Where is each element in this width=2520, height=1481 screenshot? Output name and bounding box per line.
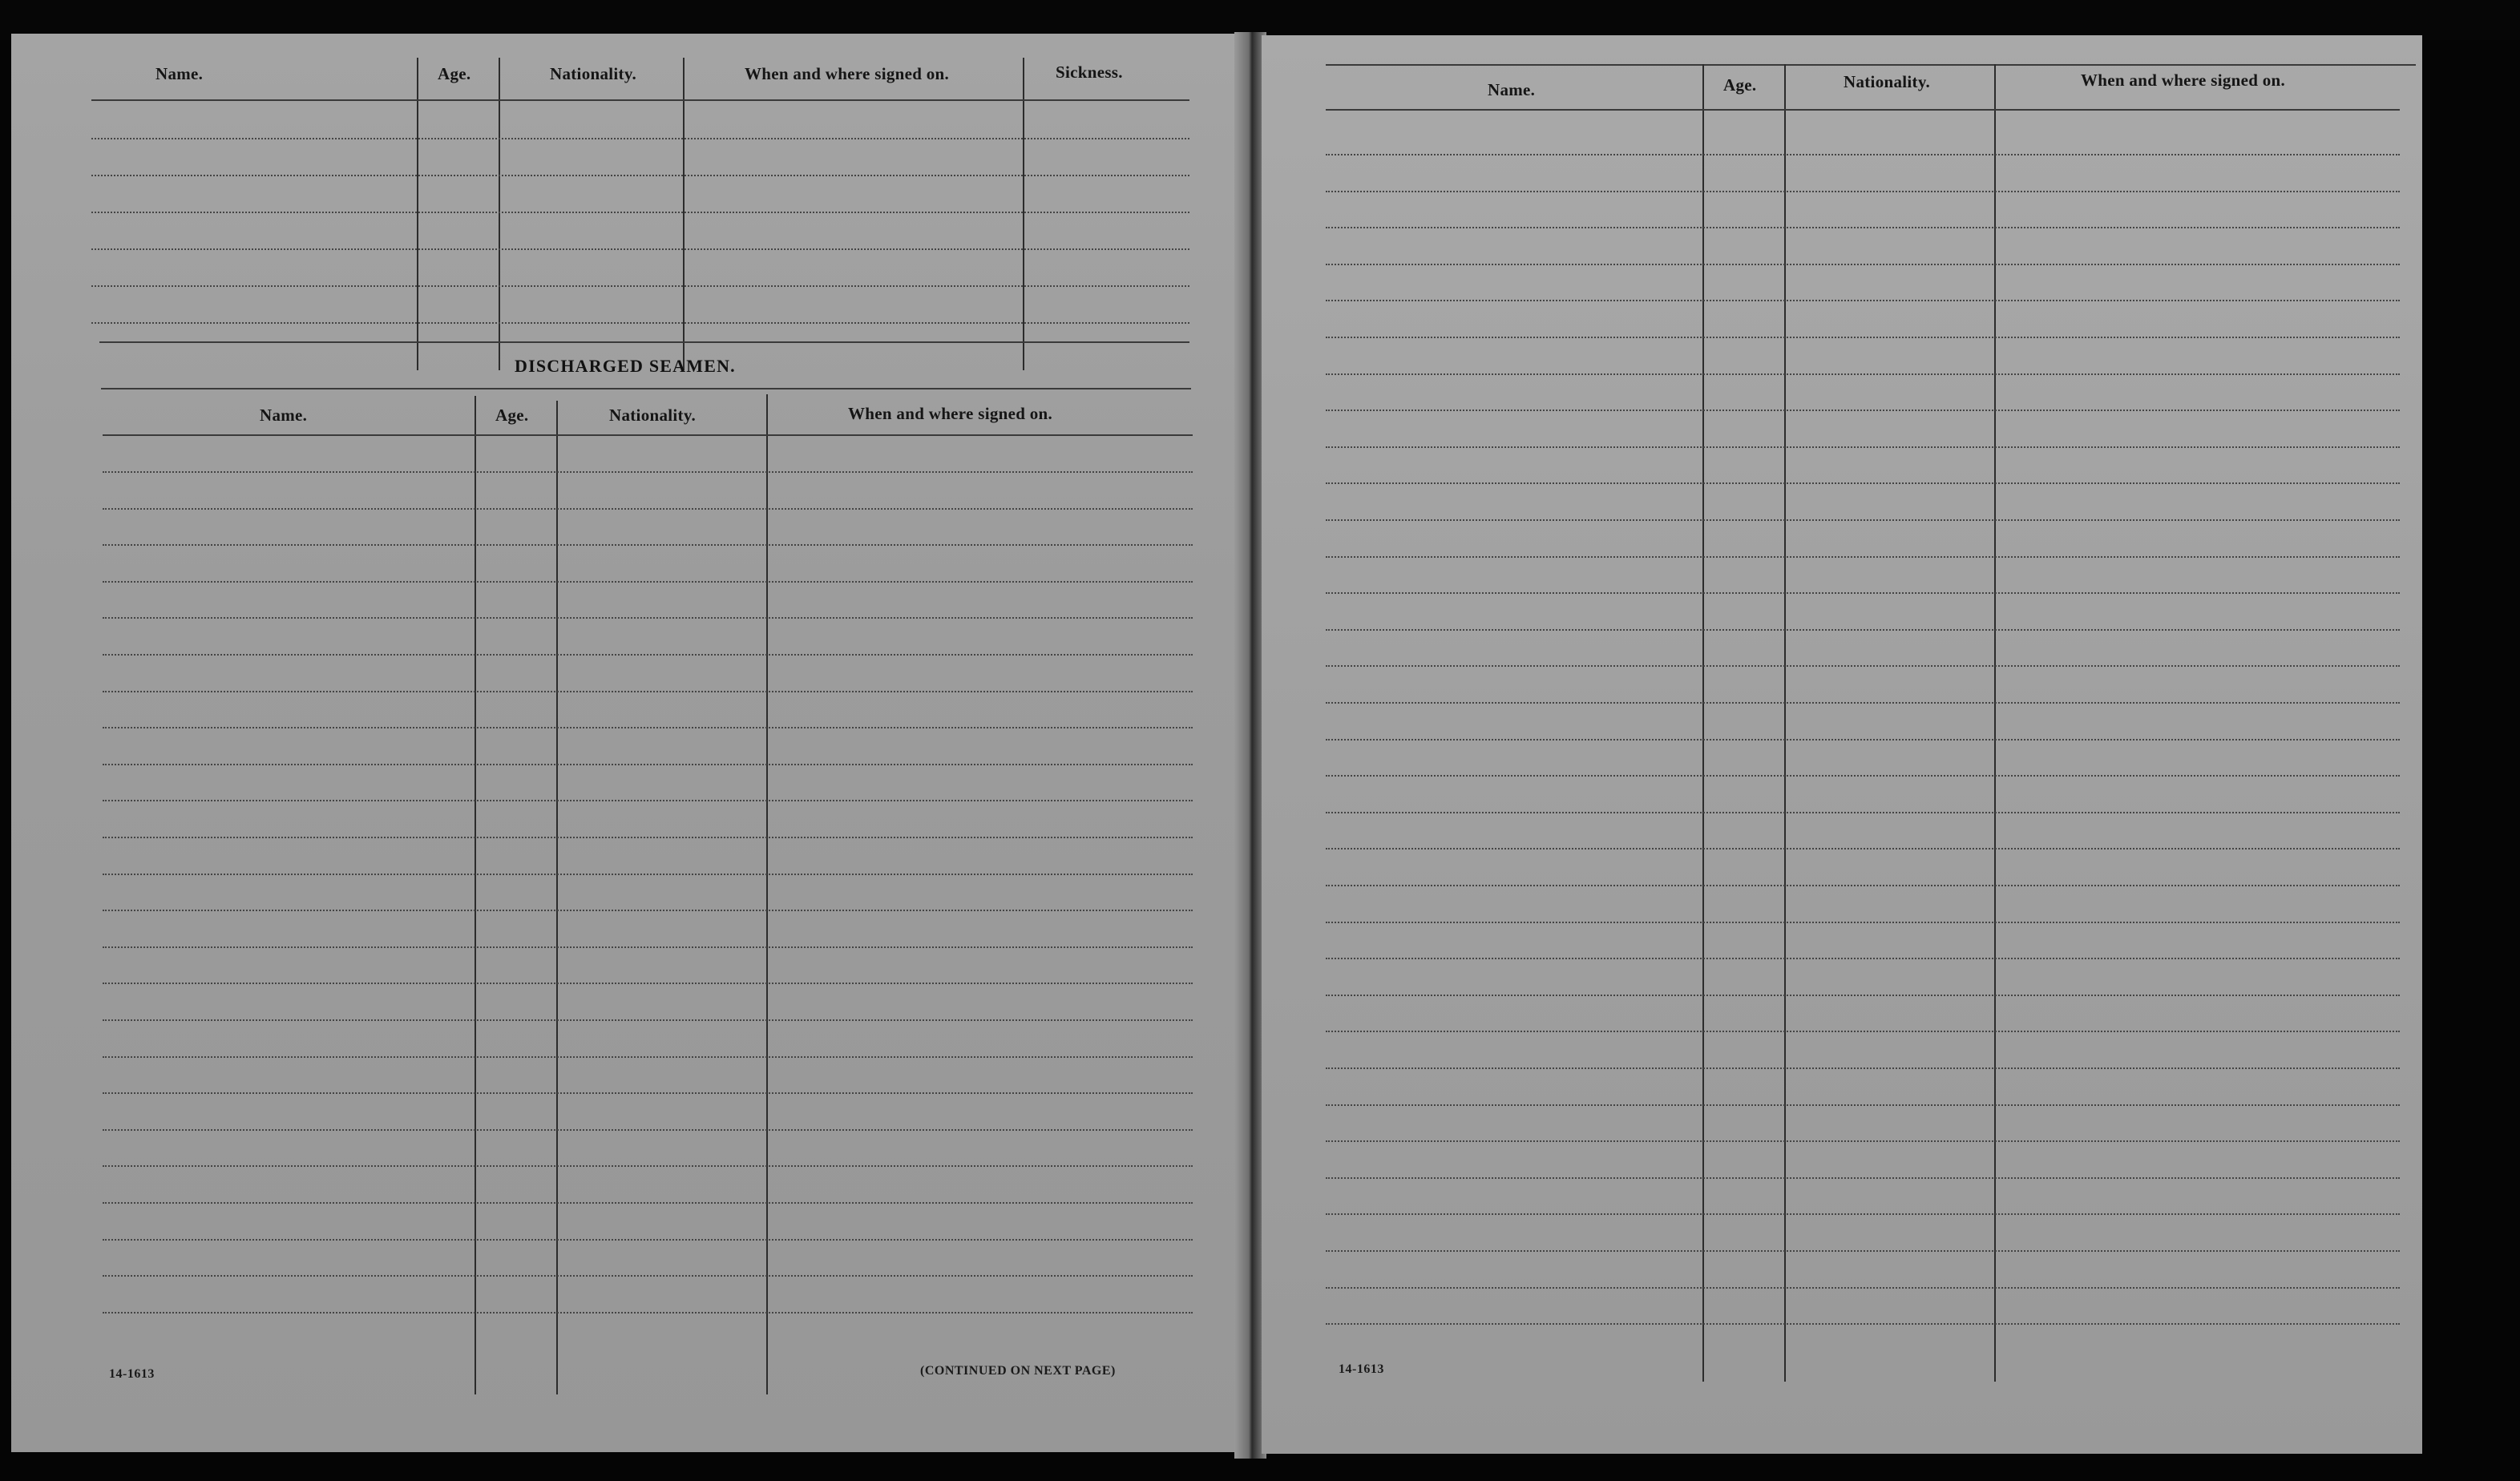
- discharged-table-row-rule: [103, 1239, 1193, 1241]
- discharged-table-row-rule: [103, 1129, 1193, 1131]
- right-table-row-rule: [1326, 739, 2400, 740]
- right-table-row-rule: [1326, 1323, 2400, 1325]
- section-title-discharged-seamen: DISCHARGED SEAMEN.: [515, 356, 736, 376]
- right-table-row-rule: [1326, 665, 2400, 667]
- top-table-header-sickness: Sickness.: [1056, 63, 1123, 82]
- discharged-table-row-rule: [103, 1019, 1193, 1021]
- discharged-table-header-rule: [103, 434, 1193, 436]
- right-table-row-rule: [1326, 702, 2400, 704]
- discharged-table-row-rule: [103, 764, 1193, 765]
- right-table-row-rule: [1326, 519, 2400, 521]
- discharged-table-row-rule: [103, 1165, 1193, 1167]
- right-table-row-rule: [1326, 812, 2400, 813]
- discharged-header-age: Age.: [495, 406, 529, 425]
- right-table-row-rule: [1326, 1287, 2400, 1289]
- discharged-table-row-rule: [103, 544, 1193, 546]
- top-table-row-rule: [91, 322, 1189, 324]
- right-table-row-rule: [1326, 337, 2400, 338]
- form-number-right: 14-1613: [1339, 1362, 1384, 1376]
- discharged-table-row-rule: [103, 617, 1193, 619]
- discharged-table-row-rule: [103, 691, 1193, 692]
- right-table-row-rule: [1326, 300, 2400, 301]
- top-table-row-rule: [91, 175, 1189, 176]
- top-table-row-rule: [91, 285, 1189, 287]
- discharged-table-row-rule: [103, 581, 1193, 583]
- right-header-age: Age.: [1723, 75, 1757, 95]
- right-table-row-rule: [1326, 227, 2400, 228]
- right-table-row-rule: [1326, 1067, 2400, 1069]
- top-table-header-name: Name.: [155, 64, 204, 83]
- discharged-table-row-rule: [103, 983, 1193, 984]
- discharged-table-row-rule: [103, 471, 1193, 473]
- right-table-row-rule: [1326, 1140, 2400, 1142]
- top-table-header-when-where: When and where signed on.: [745, 64, 950, 83]
- right-table-row-rule: [1326, 410, 2400, 411]
- right-table-row-rule: [1326, 154, 2400, 155]
- right-table-row-rule: [1326, 264, 2400, 265]
- top-table-bottom-rule: [99, 341, 1189, 343]
- top-table-row-rule: [91, 212, 1189, 213]
- right-table-row-rule: [1326, 775, 2400, 777]
- discharged-table-row-rule: [103, 1202, 1193, 1204]
- discharged-table-row-rule: [103, 654, 1193, 656]
- discharged-table-top-rule: [101, 388, 1191, 389]
- right-table-divider: [1702, 64, 1704, 1382]
- right-table-row-rule: [1326, 556, 2400, 558]
- right-table-row-rule: [1326, 446, 2400, 448]
- discharged-table-row-rule: [103, 800, 1193, 801]
- top-table-row-rule: [91, 138, 1189, 139]
- top-table-header-age: Age.: [438, 64, 471, 83]
- left-page: [11, 34, 1250, 1452]
- discharged-table-row-rule: [103, 837, 1193, 838]
- discharged-table-row-rule: [103, 1056, 1193, 1058]
- right-table-row-rule: [1326, 482, 2400, 484]
- right-table-row-rule: [1326, 1213, 2400, 1215]
- right-header-nationality: Nationality.: [1844, 72, 1931, 91]
- right-header-name: Name.: [1488, 80, 1536, 99]
- discharged-header-nationality: Nationality.: [609, 406, 697, 425]
- right-table-row-rule: [1326, 592, 2400, 594]
- right-table-row-rule: [1326, 958, 2400, 959]
- discharged-table-row-rule: [103, 1275, 1193, 1277]
- discharged-table-row-rule: [103, 727, 1193, 728]
- right-table-divider: [1994, 64, 1996, 1382]
- right-table-row-rule: [1326, 885, 2400, 886]
- top-table-header-rule: [91, 99, 1189, 101]
- right-table-row-rule: [1326, 191, 2400, 192]
- right-page: [1262, 35, 2422, 1454]
- right-table-header-rule: [1326, 109, 2400, 111]
- right-table-row-rule: [1326, 922, 2400, 923]
- right-table-row-rule: [1326, 629, 2400, 631]
- right-table-row-rule: [1326, 373, 2400, 375]
- right-table-row-rule: [1326, 1177, 2400, 1179]
- continued-on-next-page-note: (CONTINUED ON NEXT PAGE): [920, 1364, 1116, 1378]
- discharged-table-row-rule: [103, 946, 1193, 948]
- discharged-header-when-where: When and where signed on.: [848, 404, 1053, 423]
- right-table-row-rule: [1326, 848, 2400, 849]
- top-table-row-rule: [91, 248, 1189, 250]
- discharged-table-row-rule: [103, 910, 1193, 911]
- top-table-header-nationality: Nationality.: [550, 64, 637, 83]
- right-table-row-rule: [1326, 1104, 2400, 1106]
- discharged-table-row-rule: [103, 508, 1193, 510]
- right-table-row-rule: [1326, 995, 2400, 996]
- right-table-row-rule: [1326, 1250, 2400, 1252]
- right-table-top-rule: [1326, 64, 2416, 66]
- discharged-table-row-rule: [103, 1312, 1193, 1314]
- discharged-table-row-rule: [103, 1092, 1193, 1094]
- discharged-table-divider: [556, 401, 558, 1394]
- right-table-divider: [1784, 64, 1786, 1382]
- form-number-left: 14-1613: [109, 1367, 155, 1381]
- right-table-row-rule: [1326, 1031, 2400, 1032]
- discharged-header-name: Name.: [260, 406, 308, 425]
- right-header-when-where: When and where signed on.: [2081, 71, 2286, 90]
- discharged-table-row-rule: [103, 874, 1193, 875]
